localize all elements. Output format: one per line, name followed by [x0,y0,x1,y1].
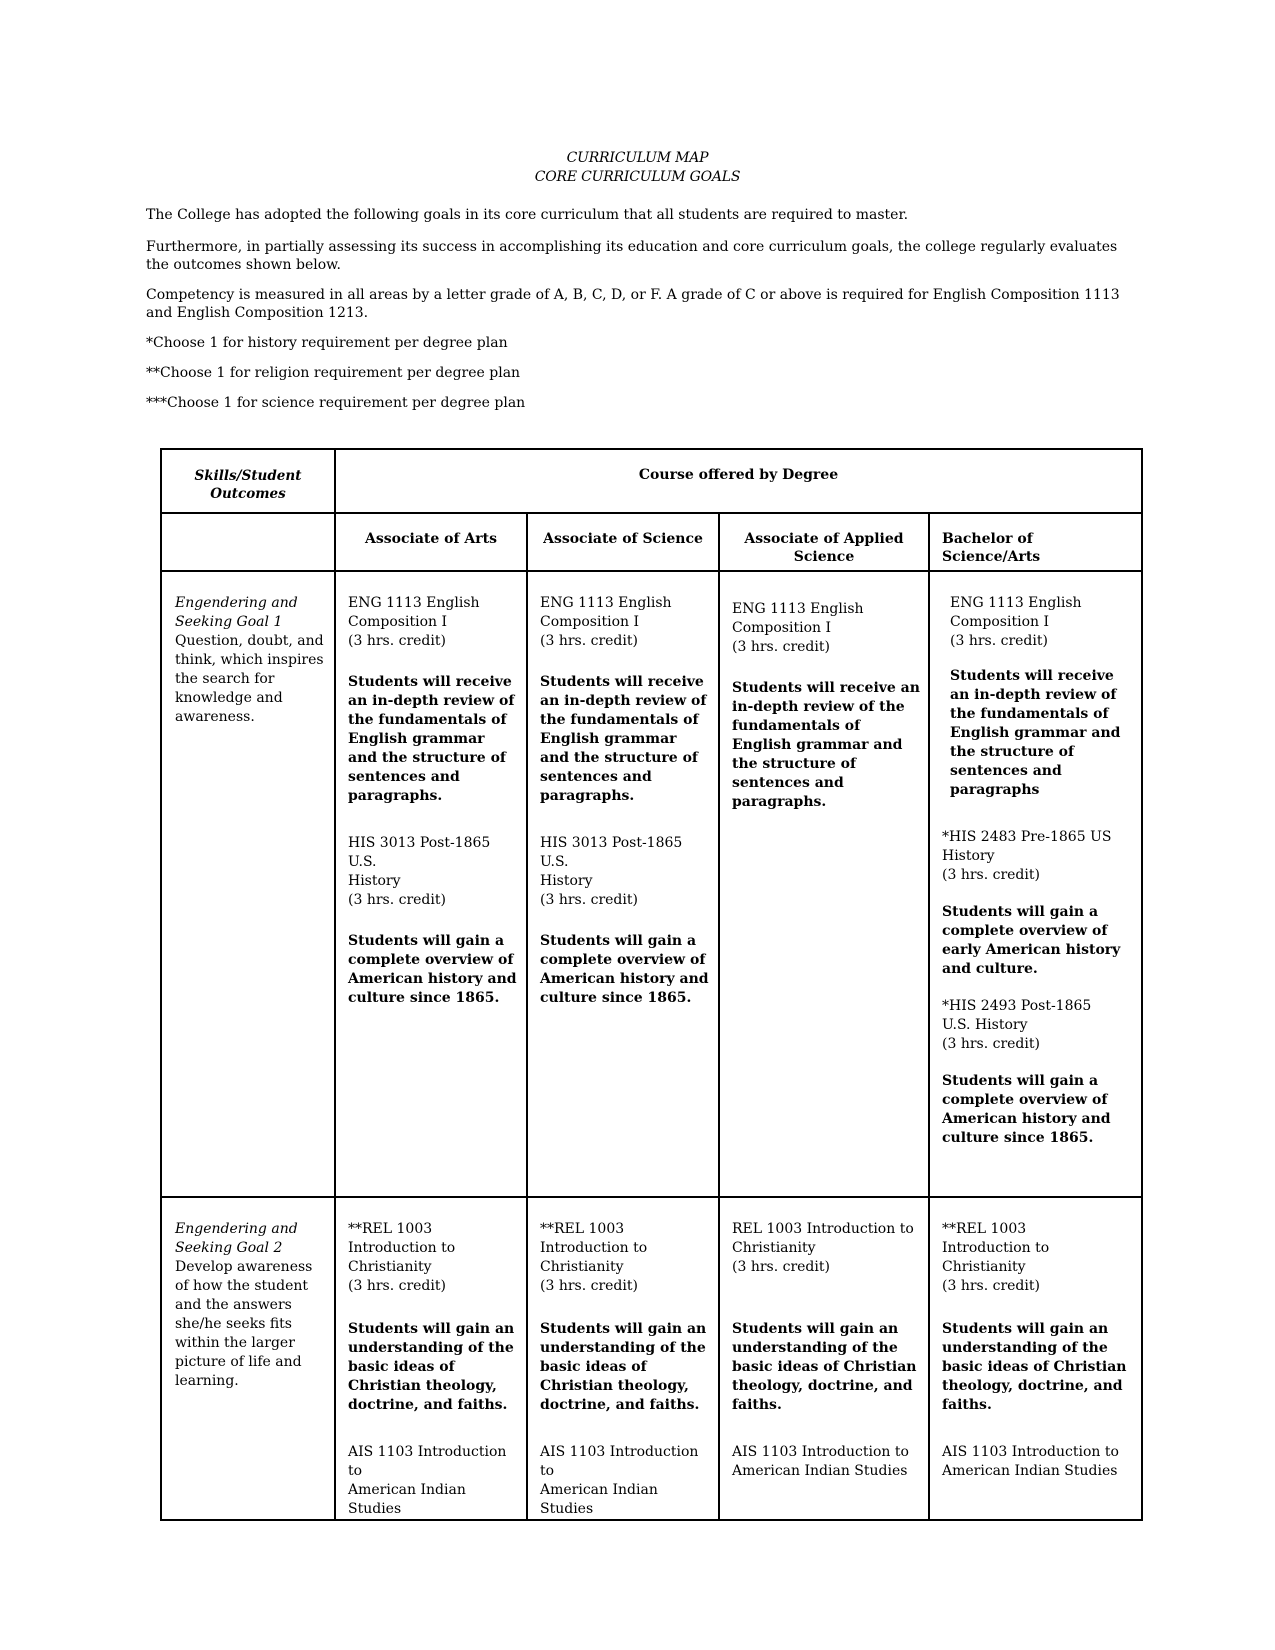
header-course-by-degree: Course offered by Degree [638,467,839,483]
course-name: ENG 1113 English Composition I (3 hrs. credit) [540,595,672,649]
course-cell [719,1197,929,1520]
table-row [161,1197,1142,1520]
history-note: *Choose 1 for history requirement per degree plan [146,335,508,351]
degree-cell [929,513,1142,571]
goal-cell [161,1197,335,1520]
course-name: AIS 1103 Introduction to American Indian Studies [348,1444,507,1517]
course-name: HIS 3013 Post-1865 U.S. History (3 hrs. credit) [540,835,683,908]
degree-associate-arts: Associate of Arts [365,531,497,547]
goal-cell [161,571,335,1197]
degree-cell [527,513,719,571]
empty-cell [161,513,335,571]
course-outcome: Students will gain a complete overview of early American history and culture. [942,904,1121,977]
course-cell [719,571,929,1197]
course-outcome: Students will gain a complete overview of American history and culture since 1865. [540,933,709,1006]
course-name: AIS 1103 Introduction to American Indian Studies [732,1444,909,1479]
course-name: ENG 1113 English Composition I (3 hrs. credit) [950,595,1082,649]
degree-cell [719,513,929,571]
course-name: AIS 1103 Introduction to American Indian Studies [942,1444,1119,1479]
course-outcome: Students will gain an understanding of the basic ideas of Christian theology, doctrine, and faiths. [348,1321,515,1413]
course-name: ENG 1113 English Composition I (3 hrs. credit) [348,595,480,649]
course-name: **REL 1003 Introduction to Christianity (3 hrs. credit) [348,1221,456,1294]
goal-text: Develop awareness of how the student and the answers she/he seeks fits within the larger picture of life and learning. [175,1259,313,1389]
course-outcome: Students will gain an understanding of the basic ideas of Christian theology, doctrine, and faiths. [540,1321,707,1413]
course-name: REL 1003 Introduction to Christianity (3 hrs. credit) [732,1221,914,1275]
course-outcome: Students will gain an understanding of the basic ideas of Christian theology, doctrine, and faiths. [942,1321,1127,1413]
page-subtitle: CORE CURRICULUM GOALS [534,169,741,185]
page-title: CURRICULUM MAP [566,150,709,166]
course-cell [335,571,527,1197]
course-name: *HIS 2483 Pre-1865 US History (3 hrs. credit) [942,829,1112,883]
curriculum-table [160,448,1143,1521]
goal-title: Engendering and Seeking Goal 2 [175,1221,298,1256]
degree-cell [335,513,527,571]
course-outcome: Students will gain an understanding of the basic ideas of Christian theology, doctrine, and faiths. [732,1321,917,1413]
course-name: **REL 1003 Introduction to Christianity (3 hrs. credit) [540,1221,648,1294]
course-outcome: Students will receive an in-depth review of the fundamentals of English grammar and the structure of sentences and paragraphs. [732,680,920,810]
degree-associate-applied-science: Associate of Applied Science [744,531,904,565]
course-cell [335,1197,527,1520]
goal-text: Question, doubt, and think, which inspires the search for knowledge and awareness. [175,633,324,725]
religion-note: **Choose 1 for religion requirement per degree plan [146,365,521,381]
course-outcome: Students will receive an in-depth review of the fundamentals of English grammar and the structure of sentences and paragraphs. [540,674,707,804]
degree-associate-science: Associate of Science [543,531,703,547]
course-outcome: Students will gain a complete overview of American history and culture since 1865. [942,1073,1111,1146]
degree-row [161,513,1142,571]
goal-title: Engendering and Seeking Goal 1 [175,595,298,630]
intro-paragraph: The College has adopted the following goals in its core curriculum that all students are required to master. [146,207,909,223]
table-header-row [161,449,1142,513]
course-name: **REL 1003 Introduction to Christianity (3 hrs. credit) [942,1221,1050,1294]
course-name: ENG 1113 English Composition I (3 hrs. credit) [732,601,864,655]
header-course-cell [335,449,1142,513]
course-outcome: Students will gain a complete overview of American history and culture since 1865. [348,933,517,1006]
intro-paragraph: Furthermore, in partially assessing its success in accomplishing its education and core curriculum goals, the college regularly evaluates the outcomes shown below. [146,239,1118,273]
table-row [161,571,1142,1197]
course-name: AIS 1103 Introduction to American Indian Studies [540,1444,699,1517]
course-cell [929,1197,1142,1520]
header-skills: Skills/Student Outcomes [194,468,302,502]
science-note: ***Choose 1 for science requirement per degree plan [146,395,526,411]
course-cell [527,1197,719,1520]
course-cell [527,571,719,1197]
course-cell [929,571,1142,1197]
course-name: *HIS 2493 Post-1865 U.S. History (3 hrs. credit) [942,998,1092,1052]
course-name: HIS 3013 Post-1865 U.S. History (3 hrs. credit) [348,835,491,908]
degree-bachelor: Bachelor of Science/Arts [942,531,1041,565]
intro-paragraph: Competency is measured in all areas by a letter grade of A, B, C, D, or F. A grade of C or above is required for English Composition 1113 and English Composition 1213. [146,287,1120,321]
header-skills-cell [161,449,335,513]
course-outcome: Students will receive an in-depth review of the fundamentals of English grammar and the structure of sentences and paragraphs. [348,674,515,804]
course-outcome: Students will receive an in-depth review of the fundamentals of English grammar and the structure of sentences and paragraphs [950,668,1121,798]
